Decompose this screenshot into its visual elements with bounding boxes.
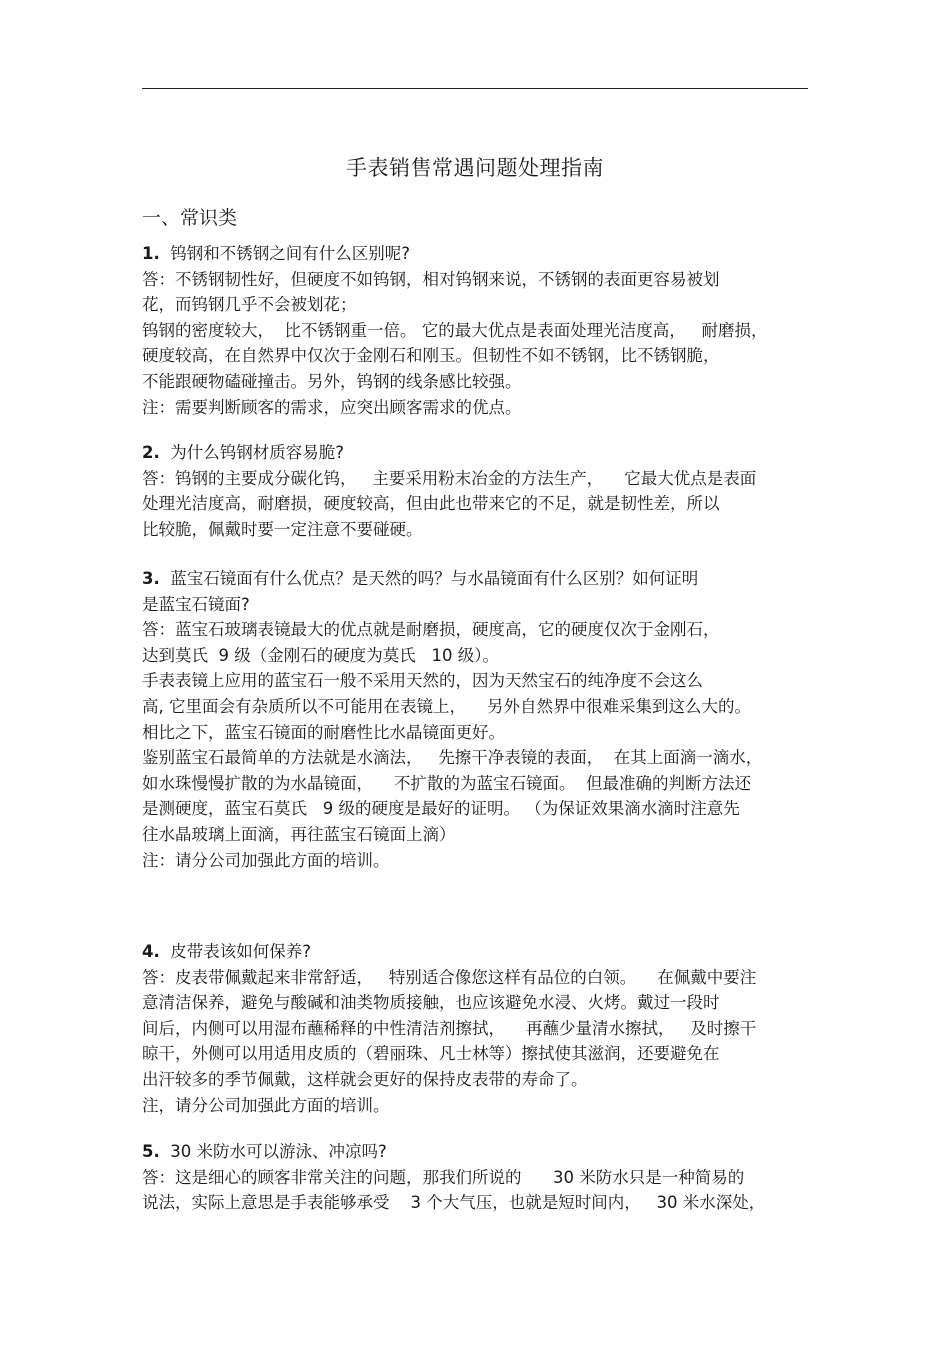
question-line [142,241,812,267]
question-number: 1. [142,244,160,263]
answer-line: 相比之下，蓝宝石镜面的耐磨性比水晶镜面更好。 [142,722,505,742]
answer-line: 如水珠慢慢扩散的为水晶镜面， 不扩散的为蓝宝石镜面。 但最准确的判断方法还 [142,773,751,793]
answer-line: 答：皮表带佩戴起来非常舒适， 特别适合像您这样有品位的白领。 在佩戴中要注 [142,967,757,987]
section-heading: 一、常识类 [142,207,238,229]
question-line [142,1139,812,1165]
answer-line: 说法，实际上意思是手表能够承受 3 个大气压，也就是短时间内， 30 米水深处， [142,1193,766,1213]
answer-line: 往水晶玻璃上面滴，再往蓝宝石镜面上滴） [142,824,456,844]
question-text: 30 米防水可以游泳、冲凉吗? [170,1142,387,1161]
answer-line: 处理光洁度高，耐磨损，硬度较高，但由此也带来它的不足，就是韧性差，所以 [142,494,720,514]
question-line [142,939,812,965]
answer-line: 达到莫氏 9 级（金刚石的硬度为莫氏 10 级）。 [142,645,499,665]
note-line: 注：请分公司加强此方面的培训。 [142,850,390,870]
question-block-3 [142,566,812,873]
answer-line: 高, 它里面会有杂质所以不可能用在表镜上， 另外自然界中很难采集到这么大的。 [142,696,751,716]
question-number: 2. [142,443,160,462]
answer-line: 晾干，外侧可以用适用皮质的（碧丽珠、凡士林等）擦拭使其滋润，还要避免在 [142,1044,720,1064]
answer-line: 答：蓝宝石玻璃表镜最大的优点就是耐磨损，硬度高，它的硬度仅次于金刚石， [142,620,720,640]
header-rule [142,88,808,89]
question-block-4 [142,939,812,1118]
answer-line: 答：不锈钢韧性好，但硬度不如钨钢，相对钨钢来说，不锈钢的表面更容易被划 [142,269,720,289]
answer-line: 答：这是细心的顾客非常关注的问题，那我们所说的 30 米防水只是一种简易的 [142,1167,745,1187]
answer-line: 意清洁保养，避免与酸碱和油类物质接触，也应该避免水浸、火烤。戴过一段时 [142,993,720,1013]
answer-line: 不能跟硬物磕碰撞击。另外，钨钢的线条感比较强。 [142,371,522,391]
question-text: 蓝宝石镜面有什么优点？是天然的吗？与水晶镜面有什么区别？如何证明 [165,569,699,588]
answer-line: 是测硬度，蓝宝石莫氏 9 级的硬度是最好的证明。 （为保证效果滴水滴时注意先 [142,799,740,819]
note-line: 注，请分公司加强此方面的培训。 [142,1095,390,1115]
question-number: 5. [142,1142,160,1161]
answer-line: 钨钢的密度较大， 比不锈钢重一倍。 它的最大优点是表面处理光洁度高， 耐磨损， [142,320,768,340]
question-line [142,440,812,466]
answer-line: 鉴别蓝宝石最简单的方法就是水滴法， 先擦干净表镜的表面， 在其上面滴一滴水， [142,748,763,768]
answer-line: 手表表镜上应用的蓝宝石一般不采用天然的，因为天然宝石的纯净度不会这么 [142,671,703,691]
note-line: 注：需要判断顾客的需求，应突出顾客需求的优点。 [142,397,522,417]
answer-line: 花，而钨钢几乎不会被划花； [142,295,357,315]
question-number: 4. [142,942,160,961]
answer-line: 比较脆，佩戴时要一定注意不要碰硬。 [142,519,423,539]
answer-line: 间后，内侧可以用湿布蘸稀释的中性清洁剂擦拭， 再蘸少量清水擦拭， 及时擦干 [142,1018,757,1038]
document-title: 手表销售常遇问题处理指南 [346,156,604,180]
answer-line: 出汗较多的季节佩戴，这样就会更好的保持皮表带的寿命了。 [142,1069,588,1089]
question-number: 3. [142,569,160,588]
question-block-5 [142,1139,812,1216]
question-text: 为什么钨钢材质容易脆? [170,443,345,462]
question-block-2 [142,440,812,542]
question-text: 钨钢和不锈钢之间有什么区别呢? [170,244,411,263]
answer-line: 硬度较高，在自然界中仅次于金刚石和刚玉。但韧性不如不锈钢，比不锈钢脆， [142,346,720,366]
question-line: 是蓝宝石镜面? [142,594,250,614]
question-text: 皮带表该如何保养? [170,942,312,961]
question-block-1 [142,241,812,420]
answer-line: 答：钨钢的主要成分碳化钨， 主要采用粉末冶金的方法生产， 它最大优点是表面 [142,468,757,488]
question-line [142,566,812,592]
